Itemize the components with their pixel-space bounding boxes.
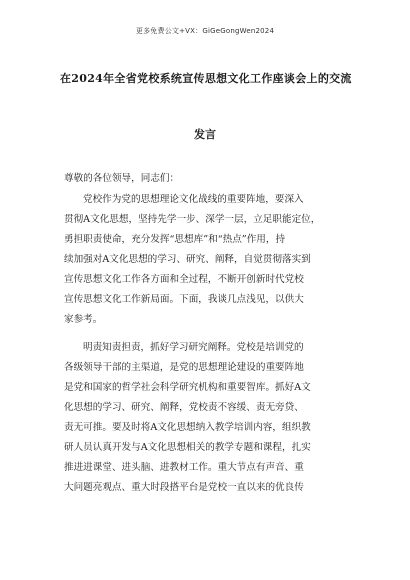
paragraph-line: 研人员认真开发与A文化思想相关的教学专题和课程，扎实 xyxy=(64,442,311,453)
salutation: 尊敬的各位领导，同志们： xyxy=(64,173,180,184)
header-note: 更多免费公文+VX：GiGeGongWen2024 xyxy=(135,27,275,35)
paragraph-line: 续加强对A文化思想的学习、研究、阐释，自觉贯彻落实到 xyxy=(64,254,311,265)
paragraph-line: 党校作为党的思想理论文化战线的重要阵地，要深入 xyxy=(83,194,304,205)
paragraph-2 xyxy=(64,338,354,498)
paragraph-line: 贯彻A文化思想，坚持先学一步、深学一层，立足职能定位， xyxy=(64,214,321,225)
paragraph-line: 化思想的学习、研究、阐释，党校责不容缓、责无旁贷、 xyxy=(64,402,304,413)
paragraph-line: 家参考。 xyxy=(64,314,103,325)
paragraph-line: 是党和国家的哲学社会科学研究机构和重要智库。抓好A文 xyxy=(64,382,311,393)
paragraph-line: 宣传思想文化工作各方面和全过程，不断开创新时代党校 xyxy=(64,274,304,285)
paragraph-line: 宣传思想文化工作新局面。下面，我谈几点浅见，以供大 xyxy=(64,294,304,305)
paragraph-line: 推进进课堂、进头脑、进教材工作。重大节点有声音、重 xyxy=(64,462,304,473)
paragraph-line: 勇担职责使命，充分发挥“思想库”和“热点”作用，持 xyxy=(64,234,286,245)
paragraph-1 xyxy=(64,190,354,330)
document-title-continued: 发言 xyxy=(194,128,216,141)
document-title: 在2024年全省党校系统宣传思想文化工作座谈会上的交流 xyxy=(60,72,352,85)
paragraph-line: 明责知责担责，抓好学习研究阐释。党校是培训党的 xyxy=(83,342,304,353)
paragraph-line: 责无可推。要及时将A文化思想纳入教学培训内容，组织教 xyxy=(64,422,311,433)
paragraph-line: 大问题亮观点、重大时段搭平台是党校一直以来的优良传 xyxy=(64,482,304,493)
paragraph-line: 各级领导干部的主渠道，是党的思想理论建设的重要阵地 xyxy=(64,362,304,373)
